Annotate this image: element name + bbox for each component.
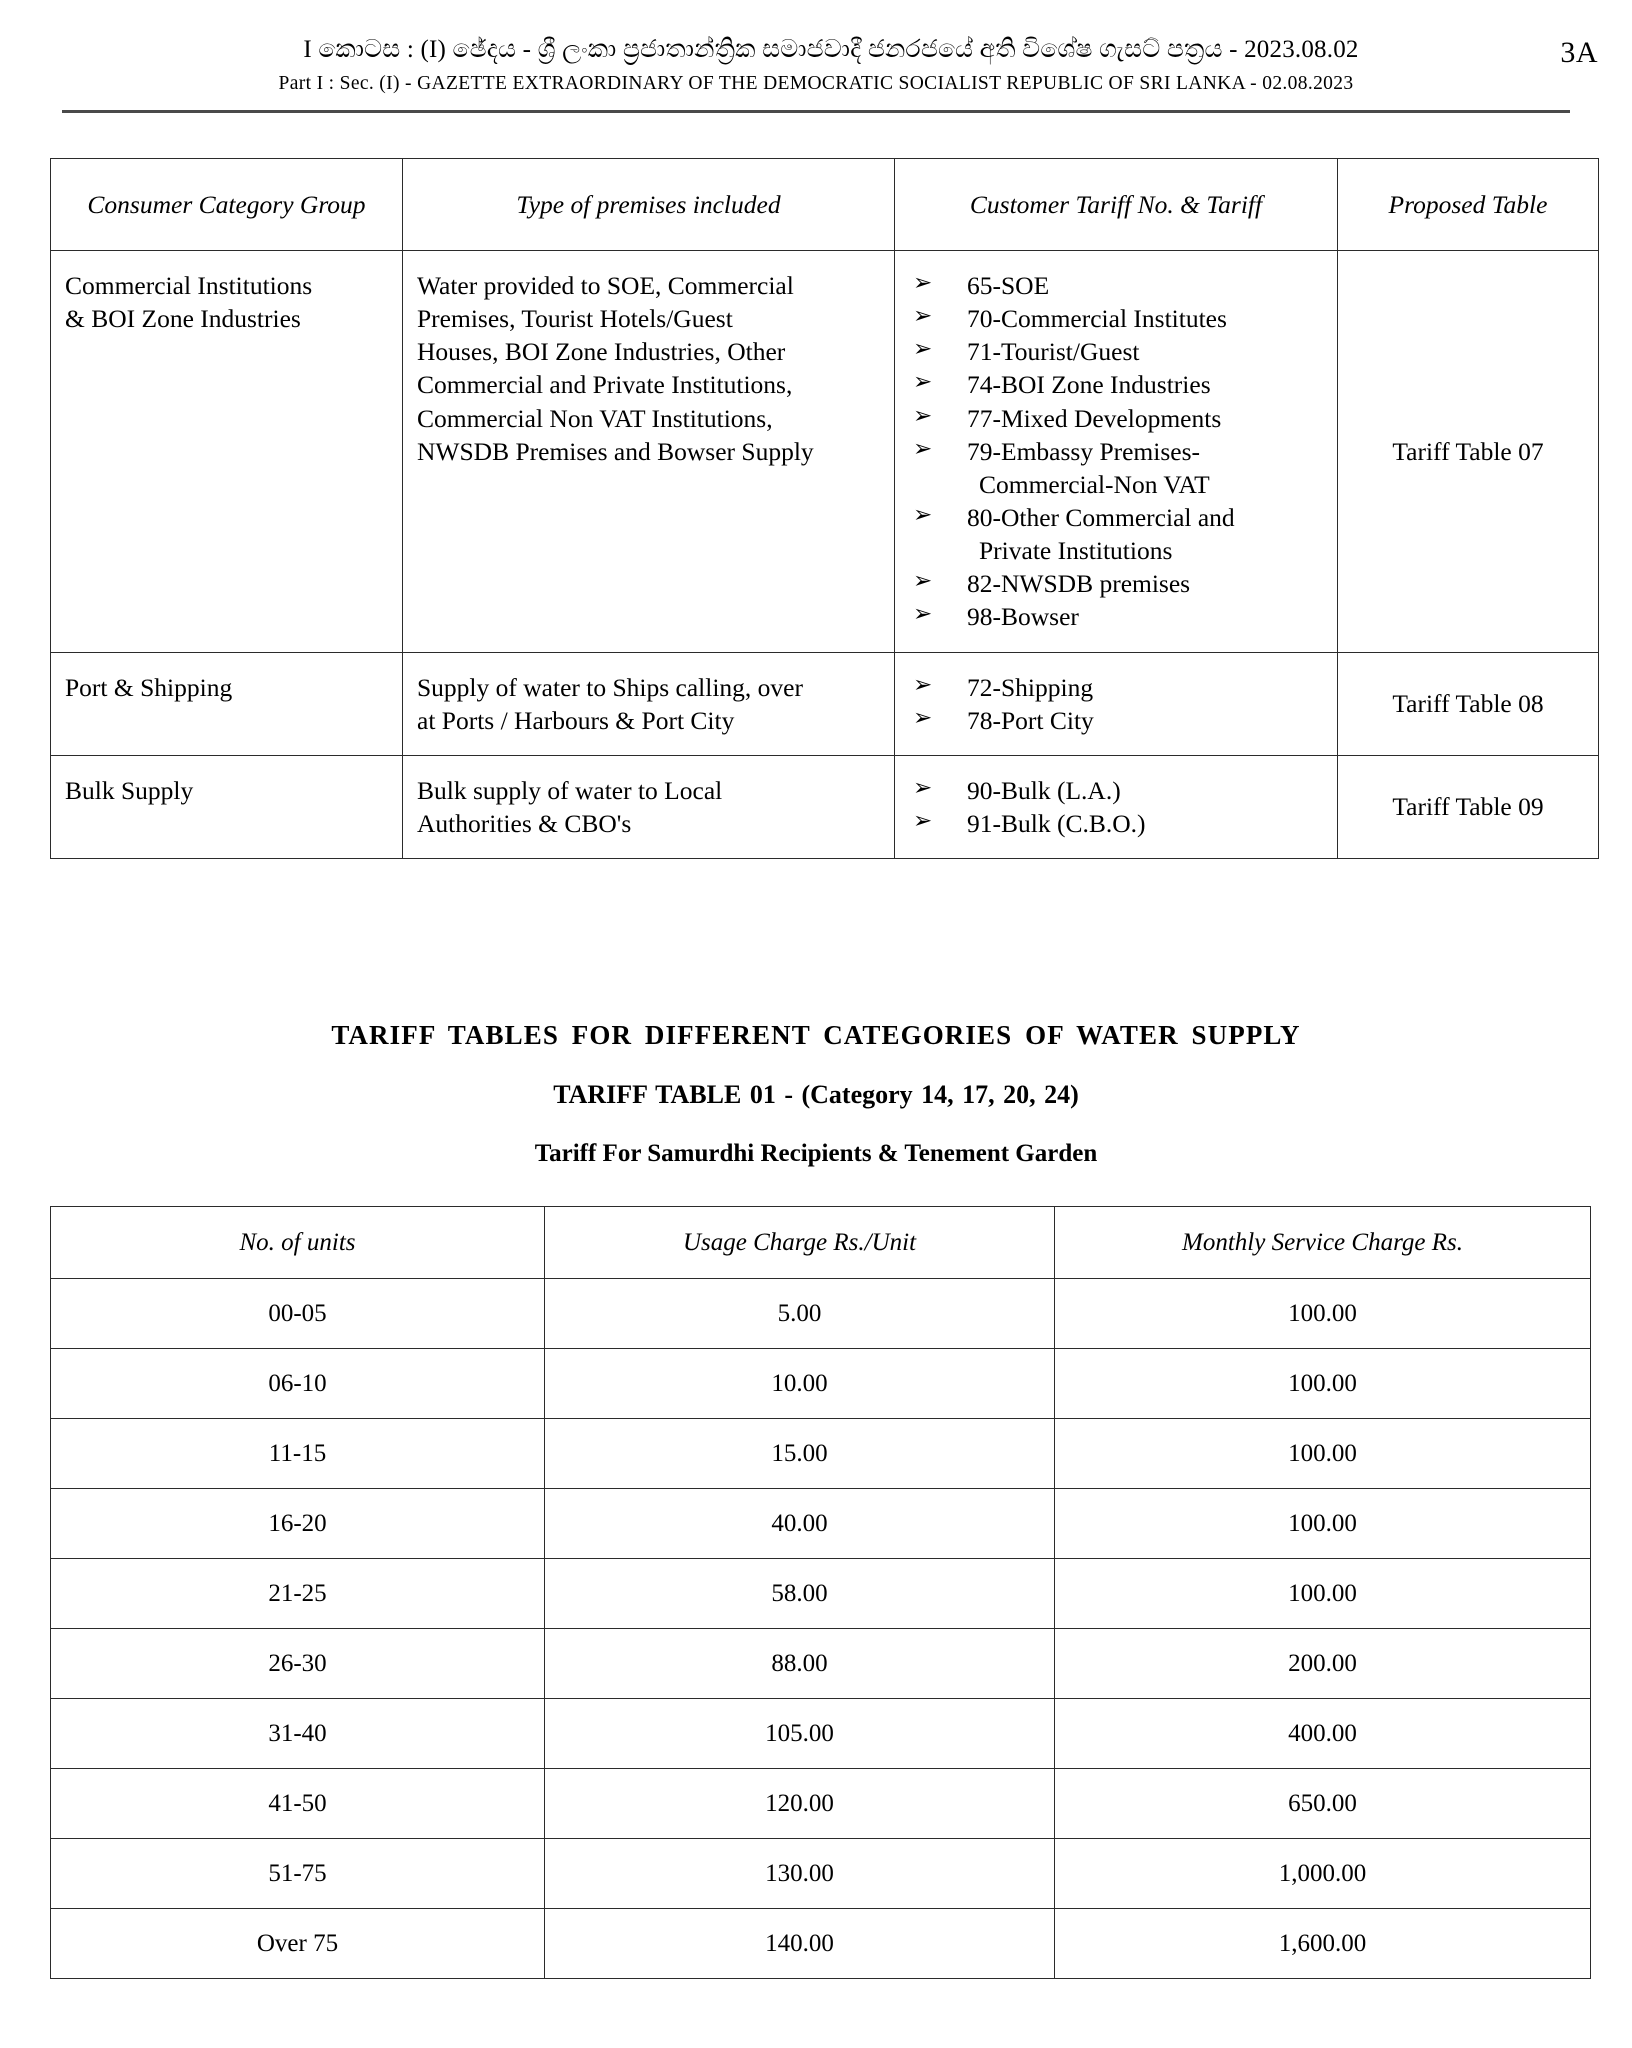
cell-no-of-units: 31-40 bbox=[51, 1699, 545, 1769]
tariff-label: 91-Bulk (C.B.O.) bbox=[967, 808, 1146, 838]
cell-no-of-units: 11-15 bbox=[51, 1419, 545, 1489]
cell-usage-charge: 10.00 bbox=[545, 1349, 1055, 1419]
tariff-label-continued: Private Institutions bbox=[979, 536, 1173, 566]
arrow-bullet-icon: ➢ bbox=[913, 501, 933, 527]
list-item bbox=[909, 807, 1325, 840]
table-header-row bbox=[51, 159, 1599, 251]
cell-usage-charge: 88.00 bbox=[545, 1629, 1055, 1699]
consumer-category-table bbox=[50, 158, 1599, 859]
list-item bbox=[909, 368, 1325, 401]
cell-monthly-service-charge: 100.00 bbox=[1055, 1279, 1591, 1349]
table-row bbox=[51, 1489, 1591, 1559]
category-group-line: Bulk Supply bbox=[65, 775, 194, 805]
cell-monthly-service-charge: 400.00 bbox=[1055, 1699, 1591, 1769]
gazette-title-english: Part I : Sec. (I) - GAZETTE EXTRAORDINARY OF THE DEMOCRATIC SOCIALIST REPUBLIC OF SRI LANKA - 02.08.2023 bbox=[278, 73, 1354, 95]
cell-consumer-category-group bbox=[51, 755, 403, 858]
tariff-label: 78-Port City bbox=[967, 705, 1094, 735]
table-row bbox=[51, 1909, 1591, 1979]
arrow-bullet-icon: ➢ bbox=[913, 601, 933, 627]
tariff-section-headings bbox=[0, 1020, 1632, 1168]
table-row bbox=[51, 755, 1599, 858]
table-row bbox=[51, 1279, 1591, 1349]
tariff-label: 74-BOI Zone Industries bbox=[967, 370, 1211, 400]
arrow-bullet-icon: ➢ bbox=[913, 402, 933, 428]
tariff-label: 80-Other Commercial and bbox=[967, 502, 1235, 532]
category-group-line: Port & Shipping bbox=[65, 672, 233, 702]
cell-monthly-service-charge: 650.00 bbox=[1055, 1769, 1591, 1839]
cell-monthly-service-charge: 100.00 bbox=[1055, 1559, 1591, 1629]
cell-customer-tariff-list bbox=[895, 251, 1338, 653]
cell-no-of-units: 06-10 bbox=[51, 1349, 545, 1419]
cell-monthly-service-charge: 100.00 bbox=[1055, 1419, 1591, 1489]
list-item bbox=[909, 567, 1325, 600]
tariff-table-head bbox=[51, 1207, 1591, 1279]
premises-line: Premises, Tourist Hotels/Guest bbox=[417, 304, 733, 334]
cell-customer-tariff-list bbox=[895, 652, 1338, 755]
cell-consumer-category-group bbox=[51, 652, 403, 755]
tariff-label-continued: Commercial-Non VAT bbox=[979, 469, 1210, 499]
cell-usage-charge: 58.00 bbox=[545, 1559, 1055, 1629]
tariff-list bbox=[909, 671, 1325, 737]
arrow-bullet-icon: ➢ bbox=[913, 568, 933, 594]
cell-no-of-units: 21-25 bbox=[51, 1559, 545, 1629]
premises-line: Commercial Non VAT Institutions, bbox=[417, 403, 773, 433]
arrow-bullet-icon: ➢ bbox=[913, 270, 933, 295]
arrow-bullet-icon: ➢ bbox=[913, 704, 933, 730]
cell-proposed-table: Tariff Table 09 bbox=[1338, 755, 1599, 858]
section-heading-table-number: TARIFF TABLE 01 - (Category 14, 17, 20, 24) bbox=[553, 1080, 1079, 1109]
tariff-label: 65-SOE bbox=[967, 271, 1050, 300]
table-row bbox=[51, 1419, 1591, 1489]
cell-type-of-premises bbox=[403, 652, 895, 755]
cell-monthly-service-charge: 200.00 bbox=[1055, 1629, 1591, 1699]
cell-monthly-service-charge: 100.00 bbox=[1055, 1349, 1591, 1419]
premises-line: Commercial and Private Institutions, bbox=[417, 370, 793, 400]
table-row bbox=[51, 1629, 1591, 1699]
arrow-bullet-icon: ➢ bbox=[913, 807, 933, 833]
cell-monthly-service-charge: 100.00 bbox=[1055, 1489, 1591, 1559]
table-row bbox=[51, 1559, 1591, 1629]
arrow-bullet-icon: ➢ bbox=[913, 369, 933, 395]
premises-line: NWSDB Premises and Bowser Supply bbox=[417, 436, 814, 466]
arrow-bullet-icon: ➢ bbox=[913, 774, 933, 800]
table-row bbox=[51, 652, 1599, 755]
tariff-label: 70-Commercial Institutes bbox=[967, 304, 1227, 334]
column-header-customer-tariff: Customer Tariff No. & Tariff bbox=[895, 159, 1338, 251]
cell-usage-charge: 15.00 bbox=[545, 1419, 1055, 1489]
cell-customer-tariff-list bbox=[895, 755, 1338, 858]
premises-line: Authorities & CBO's bbox=[417, 808, 632, 838]
cell-proposed-table: Tariff Table 08 bbox=[1338, 652, 1599, 755]
cell-no-of-units: 51-75 bbox=[51, 1839, 545, 1909]
tariff-table-body bbox=[51, 1279, 1591, 1979]
gazette-title-sinhala: I කොටස : (I) ඡේදය - ශ්‍රී ලංකා ප්‍රජාතාන්ත්‍රික සමාජවාදී ජනරජයේ අති විශේෂ ගැසට් පත්‍රය - 2023.08.02 bbox=[303, 36, 1359, 63]
table-row bbox=[51, 1699, 1591, 1769]
cell-usage-charge: 130.00 bbox=[545, 1839, 1055, 1909]
section-heading-subtitle: Tariff For Samurdhi Recipients & Tenement Garden bbox=[534, 1140, 1098, 1167]
column-header-type-of-premises: Type of premises included bbox=[403, 159, 895, 251]
premises-line: Water provided to SOE, Commercial bbox=[417, 271, 794, 300]
cell-usage-charge: 140.00 bbox=[545, 1909, 1055, 1979]
list-item bbox=[909, 600, 1325, 633]
header-divider bbox=[62, 110, 1570, 113]
list-item bbox=[909, 269, 1325, 302]
cell-no-of-units: Over 75 bbox=[51, 1909, 545, 1979]
arrow-bullet-icon: ➢ bbox=[913, 435, 933, 461]
cell-monthly-service-charge: 1,600.00 bbox=[1055, 1909, 1591, 1979]
cell-monthly-service-charge: 1,000.00 bbox=[1055, 1839, 1591, 1909]
table-row bbox=[51, 251, 1599, 653]
table-header-row bbox=[51, 1207, 1591, 1279]
tariff-list bbox=[909, 269, 1325, 634]
tariff-label: 82-NWSDB premises bbox=[967, 569, 1191, 599]
list-item bbox=[909, 435, 1325, 501]
column-header-monthly-service-charge: Monthly Service Charge Rs. bbox=[1055, 1207, 1591, 1279]
cell-no-of-units: 00-05 bbox=[51, 1279, 545, 1349]
list-item bbox=[909, 302, 1325, 335]
list-item bbox=[909, 704, 1325, 737]
cell-usage-charge: 5.00 bbox=[545, 1279, 1055, 1349]
tariff-list bbox=[909, 774, 1325, 840]
page-number: 3A bbox=[1560, 36, 1598, 69]
column-header-proposed-table: Proposed Table bbox=[1338, 159, 1599, 251]
section-heading-main: TARIFF TABLES FOR DIFFERENT CATEGORIES OF WATER SUPPLY bbox=[331, 1020, 1301, 1050]
tariff-label: 90-Bulk (L.A.) bbox=[967, 775, 1121, 805]
category-group-line: Commercial Institutions bbox=[65, 271, 313, 300]
list-item bbox=[909, 774, 1325, 807]
list-item bbox=[909, 671, 1325, 704]
column-header-usage-charge: Usage Charge Rs./Unit bbox=[545, 1207, 1055, 1279]
list-item bbox=[909, 501, 1325, 567]
list-item bbox=[909, 335, 1325, 368]
page-header bbox=[0, 0, 1632, 98]
cell-usage-charge: 120.00 bbox=[545, 1769, 1055, 1839]
column-header-no-of-units: No. of units bbox=[51, 1207, 545, 1279]
arrow-bullet-icon: ➢ bbox=[913, 303, 933, 329]
arrow-bullet-icon: ➢ bbox=[913, 671, 933, 697]
cell-no-of-units: 26-30 bbox=[51, 1629, 545, 1699]
cell-usage-charge: 40.00 bbox=[545, 1489, 1055, 1559]
category-group-line: & BOI Zone Industries bbox=[65, 304, 301, 334]
category-table-body bbox=[51, 251, 1599, 859]
tariff-table-01 bbox=[50, 1206, 1591, 1979]
cell-consumer-category-group bbox=[51, 251, 403, 653]
tariff-label: 72-Shipping bbox=[967, 672, 1094, 702]
tariff-label: 77-Mixed Developments bbox=[967, 403, 1222, 433]
premises-line: at Ports / Harbours & Port City bbox=[417, 705, 735, 735]
tariff-label: 79-Embassy Premises- bbox=[967, 436, 1201, 466]
premises-line: Houses, BOI Zone Industries, Other bbox=[417, 337, 786, 367]
table-row bbox=[51, 1839, 1591, 1909]
arrow-bullet-icon: ➢ bbox=[913, 336, 933, 362]
tariff-label: 98-Bowser bbox=[967, 602, 1079, 632]
cell-type-of-premises bbox=[403, 251, 895, 653]
cell-proposed-table: Tariff Table 07 bbox=[1338, 251, 1599, 653]
tariff-label: 71-Tourist/Guest bbox=[967, 337, 1140, 367]
cell-no-of-units: 16-20 bbox=[51, 1489, 545, 1559]
table-row bbox=[51, 1349, 1591, 1419]
cell-no-of-units: 41-50 bbox=[51, 1769, 545, 1839]
list-item bbox=[909, 402, 1325, 435]
cell-type-of-premises bbox=[403, 755, 895, 858]
column-header-consumer-category-group: Consumer Category Group bbox=[51, 159, 403, 251]
table-row bbox=[51, 1769, 1591, 1839]
premises-line: Supply of water to Ships calling, over bbox=[417, 672, 803, 702]
category-table-head bbox=[51, 159, 1599, 251]
premises-line: Bulk supply of water to Local bbox=[417, 775, 723, 805]
cell-usage-charge: 105.00 bbox=[545, 1699, 1055, 1769]
